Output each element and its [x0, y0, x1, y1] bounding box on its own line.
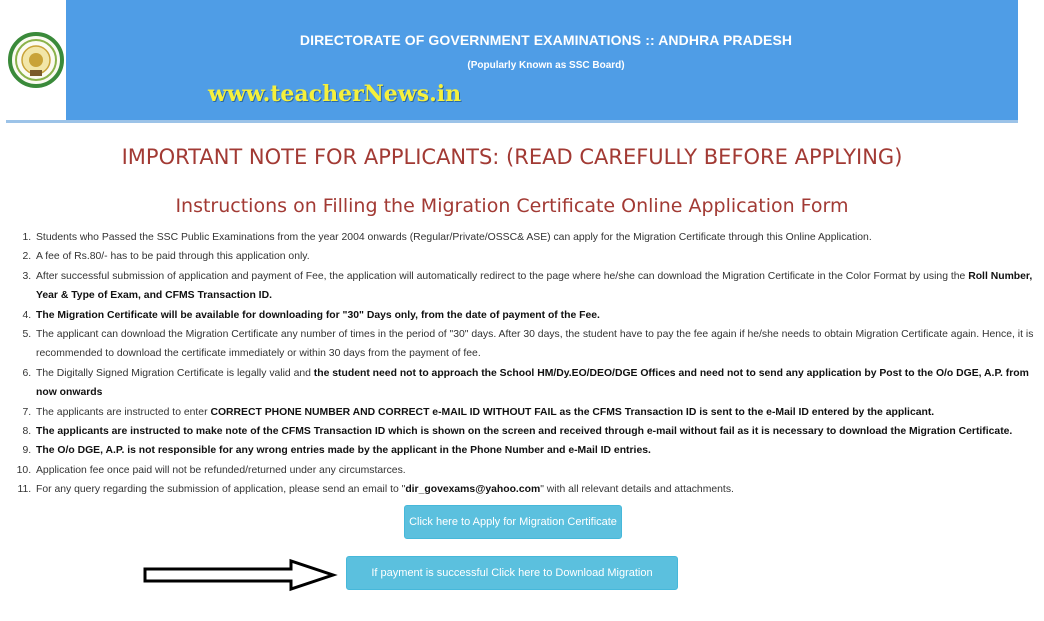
download-migration-certificate-button[interactable]: If payment is successful Click here to Download Migration Certificate [346, 556, 678, 590]
site-header [6, 0, 1018, 120]
instruction-text: Application fee once paid will not be refunded/returned under any circumstarces. [36, 464, 406, 476]
header-subtitle: (Popularly Known as SSC Board) [467, 60, 625, 71]
instruction-item [34, 325, 1044, 364]
instruction-item [34, 267, 1044, 306]
instruction-text: After successful submission of application and payment of Fee, the application will automatically redirect to the page where he/she can download the Migration Certificate in the Color Format by using the [36, 270, 969, 282]
instruction-text: The applicants are instructed to make note of the CFMS Transaction ID which is shown on the screen and received through e-mail without fail as it is necessary to download the Migration Certificate. [36, 426, 1013, 438]
important-note-heading: IMPORTANT NOTE FOR APPLICANTS: (READ CAREFULLY BEFORE APPLYING) [121, 145, 903, 169]
instructions-list [2, 228, 1044, 500]
instructions-heading: Instructions on Filling the Migration Certificate Online Application Form [175, 195, 849, 217]
instruction-text: For any query regarding the submission of application, please send an email to " [36, 484, 406, 496]
header-title: DIRECTORATE OF GOVERNMENT EXAMINATIONS :: ANDHRA PRADESH [299, 32, 793, 48]
logo [6, 0, 66, 120]
instruction-text: " with all relevant details and attachments. [540, 484, 734, 496]
instruction-text: The applicant can download the Migration Certificate any number of times in the period of "30" days. After 30 days, the student have to pay the fee again if he/she needs to obtain Migration Certificate again. Hence, it is recommended to download the certificate immediately or within 30 days from the payment of fee. [36, 329, 1034, 360]
instruction-text: Students who Passed the SSC Public Examinations from the year 2004 onwards (Regular/Private/OSSC& ASE) can apply for the Migration Certificate through this Online Application. [36, 232, 872, 243]
apply-migration-certificate-button[interactable]: Click here to Apply for Migration Certificate [404, 505, 622, 539]
instruction-item [34, 247, 1044, 266]
instruction-text: A fee of Rs.80/- has to be paid through this application only. [36, 251, 310, 263]
instruction-item [34, 422, 1044, 441]
watermark-text: www.teacherNews.in [208, 81, 462, 107]
instruction-item [34, 403, 1044, 422]
instruction-item [34, 441, 1044, 460]
instruction-text: CORRECT PHONE NUMBER AND CORRECT e-MAIL ID WITHOUT FAIL as the CFMS Transaction ID is sent to the e-Mail ID entered by the applicant. [210, 406, 935, 418]
right-arrow-icon [143, 559, 338, 591]
header-divider [6, 120, 1018, 123]
instruction-item [34, 480, 1044, 499]
instruction-text: Roll Number, Year & Type of Exam, and CFMS Transaction ID. [36, 270, 1033, 302]
instruction-text: The Migration Certificate will be available for downloading for "30" Days only, from the date of payment of the Fee. [36, 309, 600, 321]
instruction-text: the student need not to approach the School HM/Dy.EO/DEO/DGE Offices and need not to send any application by Post to the O/o DGE, A.P. from now onwards [36, 367, 1029, 399]
ap-emblem-icon [8, 8, 64, 112]
instruction-item [34, 228, 1044, 247]
instruction-item [34, 306, 1044, 325]
instruction-text: The applicants are instructed to enter [36, 406, 211, 418]
instruction-item [34, 364, 1044, 403]
instruction-text: dir_govexams@yahoo.com [405, 484, 541, 496]
instruction-text: The Digitally Signed Migration Certificate is legally valid and [36, 367, 314, 379]
instruction-text: The O/o DGE, A.P. is not responsible for any wrong entries made by the applicant in the Phone Number and e-Mail ID entries. [36, 445, 651, 457]
instruction-item [34, 461, 1044, 480]
